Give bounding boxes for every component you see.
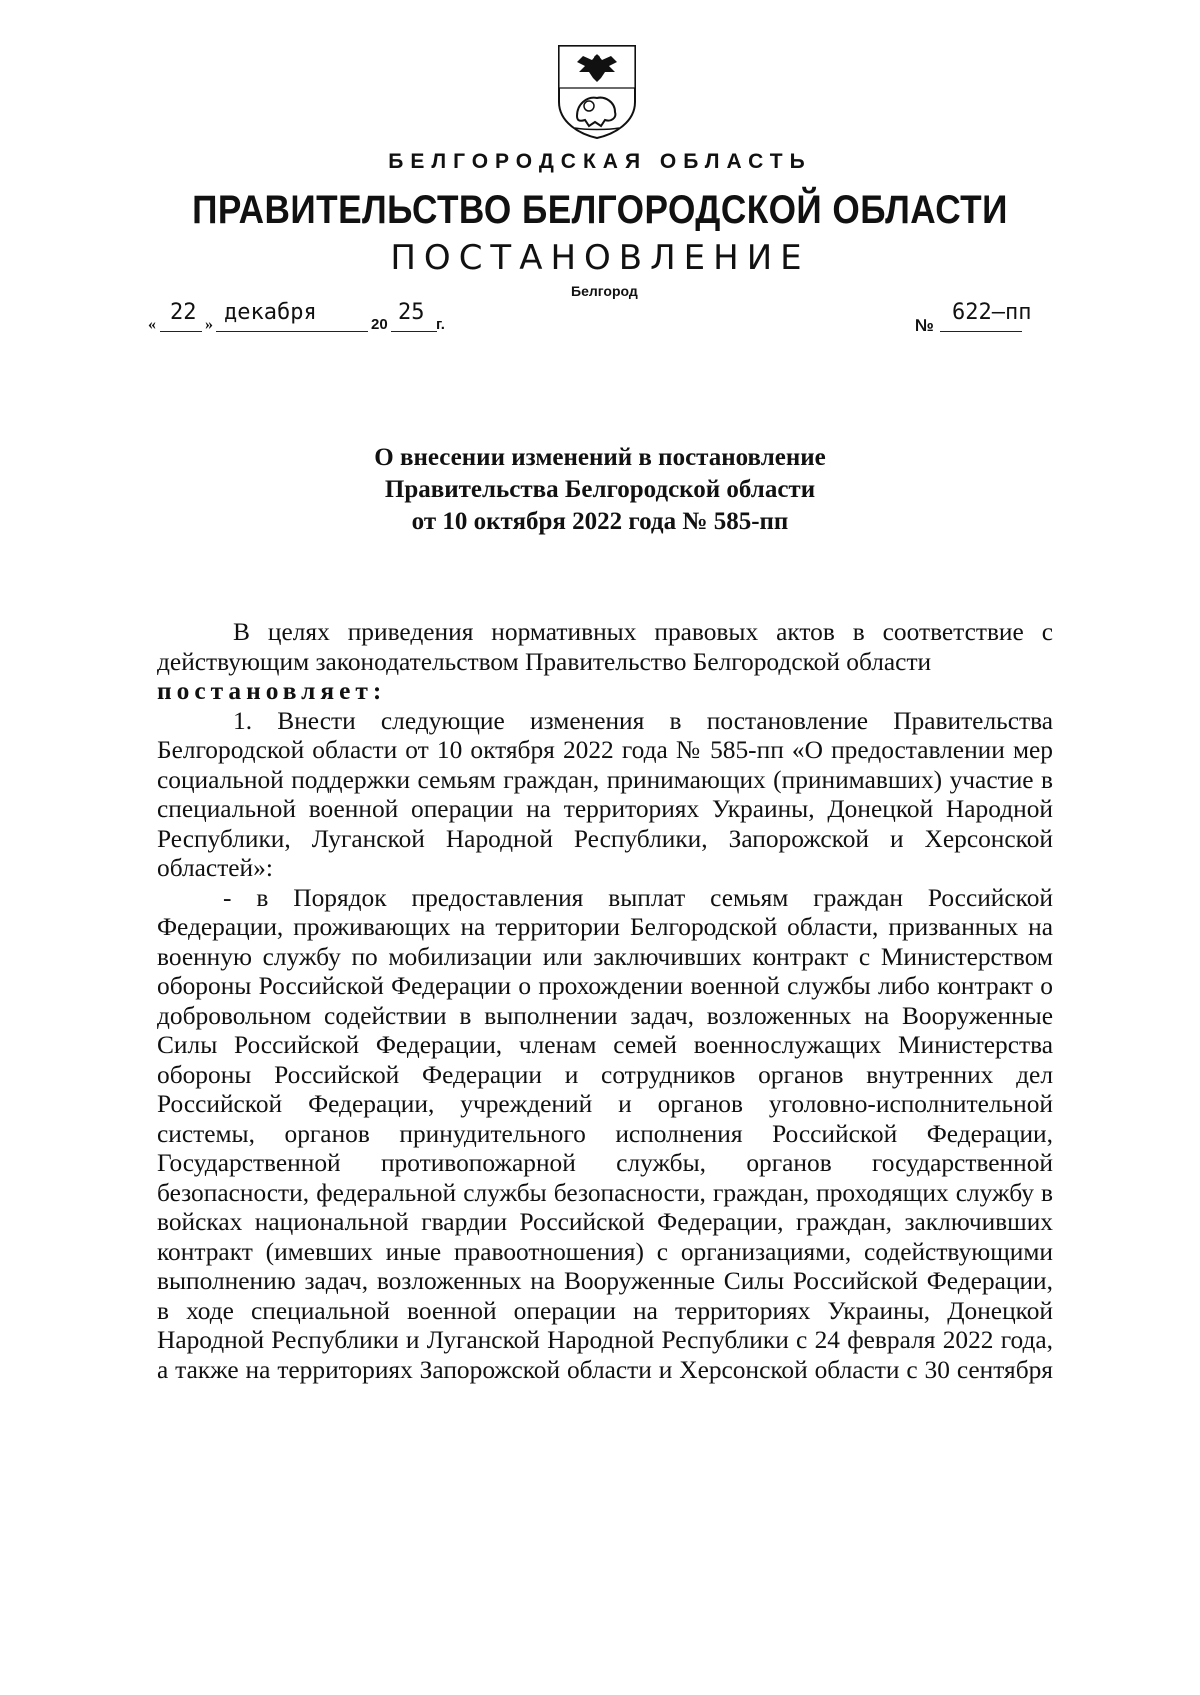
- year-suffix: 25: [398, 300, 425, 325]
- year-prefix: 20: [371, 316, 388, 333]
- city-name: Белгород: [571, 283, 638, 299]
- document-title: [0, 442, 1200, 538]
- date-month: декабря: [224, 300, 317, 325]
- number-underline: [940, 331, 1022, 332]
- region-name: БЕЛГОРОДСКАЯ ОБЛАСТЬ: [388, 150, 812, 173]
- date-day: 22: [170, 300, 197, 325]
- document-type: ПОСТАНОВЛЕНИЕ: [390, 238, 810, 278]
- paragraph-item-1: 1. Внести следующие изменения в постановление Правительства Белгородской области от 10 октября 2022 года № 585-пп «О предоставлении мер социальной поддержки семьям граждан, принимающих (принимавших) участие в специальной военной операции на территориях Украины, Донецкой Народной Республики, Луганской Народной Республики, Запорожской и Херсонской областей»:: [157, 706, 1053, 882]
- year-abbr: г.: [436, 316, 445, 333]
- resolves-word: постановляет:: [157, 677, 387, 705]
- paragraph-item-1-dash: - в Порядок предоставления выплат семьям граждан Российской Федерации, проживающих на территории Белгородской области, призванных на военную службу по мобилизации или заключивших контракт с Министерством обороны Российской Федерации о прохождении военной службы либо контракт о добровольном содействии в выполнении задач, возложенных на Вооруженные Силы Российской Федерации, членам семей военнослужащих Министерства обороны Российской Федерации и сотрудников органов внутренних дел Российской Федерации, учреждений и органов уголовно-исполнительной системы, органов принудительного исполнения Российской Федерации, Государственной противопожарной службы, органов государственной безопасности, федеральной службы безопасности, граждан, проходящих службу в войсках национальной гвардии Российской Федерации, граждан, заключивших контракт (имевших иные правоотношения) с организациями, содействующими выполнению задач, возложенных на Вооруженные Силы Российской Федерации, в ходе специальной военной операции на территориях Украины, Донецкой Народной Республики и Луганской Народной Республики с 24 февраля 2022 года, а также на территориях Запорожской области и Херсонской области с 30 сентября: [157, 883, 1053, 1384]
- government-name: ПРАВИТЕЛЬСТВО БЕЛГОРОДСКОЙ ОБЛАСТИ: [192, 188, 1008, 232]
- number-label: №: [915, 316, 934, 335]
- open-quote: «: [148, 316, 156, 333]
- day-underline: [160, 331, 202, 332]
- document-body: [157, 618, 1053, 1385]
- close-quote: »: [205, 316, 213, 333]
- title-line-3: от 10 октября 2022 года № 585-пп: [411, 508, 789, 535]
- coat-of-arms-emblem: [555, 42, 639, 140]
- paragraph-preamble: [157, 618, 1053, 707]
- document-number: 622–пп: [952, 300, 1032, 325]
- title-line-1: О внесении изменений в постановление: [374, 444, 826, 471]
- title-line-2: Правительства Белгородской области: [384, 476, 816, 503]
- year-underline: [391, 331, 437, 332]
- month-underline: [216, 331, 368, 332]
- preamble-text: В целях приведения нормативных правовых актов в соответствие с действующим законодательством Правительство Белгородской области: [157, 618, 1053, 676]
